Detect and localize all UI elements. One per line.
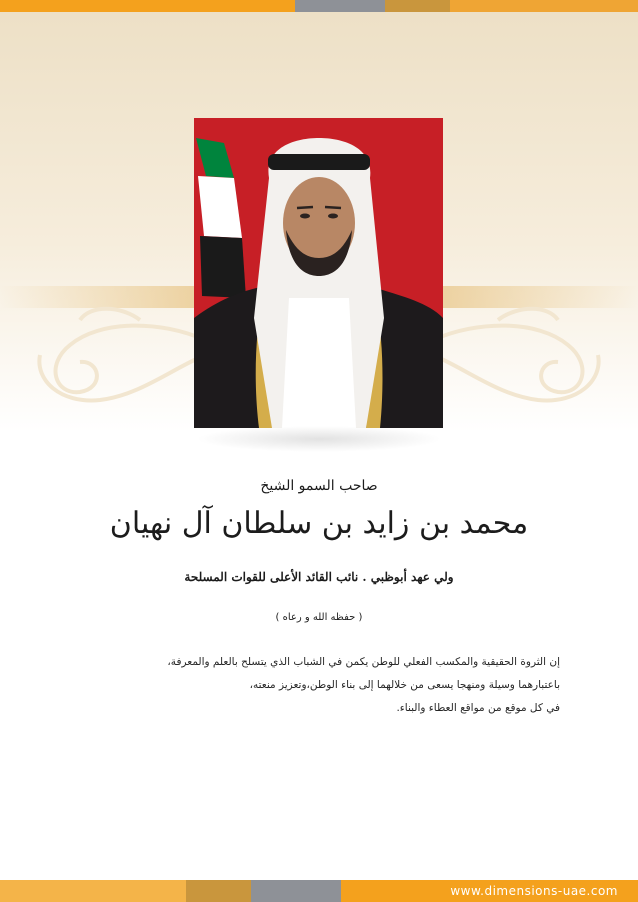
portrait-photo	[194, 118, 443, 428]
top-bar-segment	[450, 0, 638, 12]
quote-block	[60, 651, 560, 720]
top-bar-segment	[0, 0, 295, 12]
ornament-left-icon	[20, 300, 210, 410]
portrait-shadow	[196, 426, 442, 452]
quote-line: في كل موقع من مواقع العطاء والبناء.	[396, 702, 560, 714]
position-text: ولي عهد أبوظبي . نائب القائد الأعلى للقوات المسلحة	[184, 570, 454, 584]
top-color-bar	[0, 0, 638, 12]
bottom-bar-segment	[186, 880, 251, 902]
name-calligraphy: محمد بن زايد بن سلطان آل نهيان	[109, 506, 529, 541]
quote-line: إن الثروة الحقيقية والمكسب الفعلي للوطن يكمن في الشباب الذي يتسلح بالعلم والمعرفة،	[167, 656, 560, 668]
website-link[interactable]: www.dimensions-uae.com	[450, 884, 618, 898]
ornament-right-icon	[428, 300, 618, 410]
quote-line: باعتبارهما وسيلة ومنهجا يسعى من خلالهما إلى بناء الوطن،وتعزيز منعته،	[249, 679, 560, 691]
portrait-image-icon	[194, 118, 443, 428]
prayer-text: ( حفظه الله و رعاه )	[275, 612, 363, 623]
bottom-bar-segment	[0, 880, 186, 902]
top-bar-segment	[385, 0, 450, 12]
top-bar-segment	[295, 0, 385, 12]
honorific-text: صاحب السمو الشيخ	[260, 478, 378, 494]
bottom-bar-segment	[251, 880, 341, 902]
